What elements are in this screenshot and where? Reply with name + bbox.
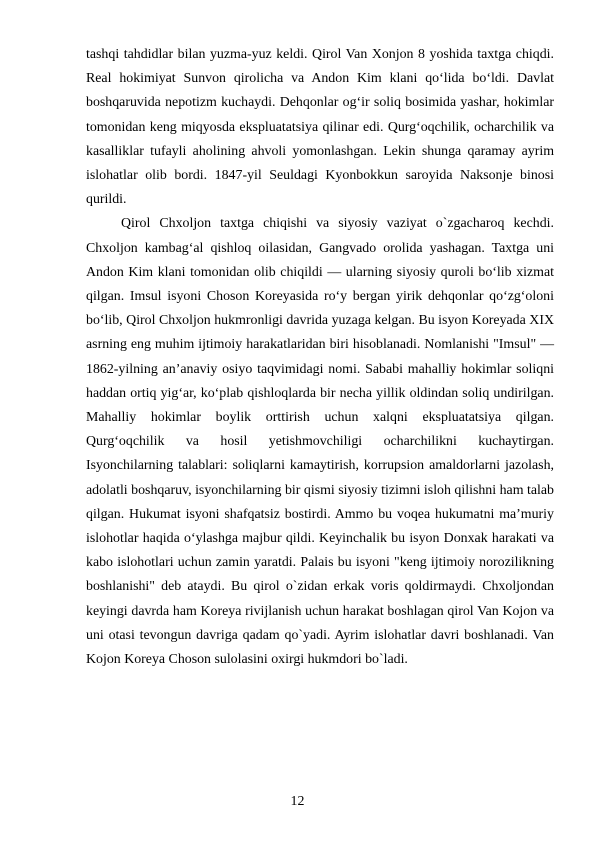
paragraph: tashqi tahdidlar bilan yuzma-yuz keldi. Qirol Van Xonjon 8 yoshida taxtga chiqdi. Real hokimiyat Sunvon qirolicha va Andon Kim klani qo‘lida bo‘ldi. Davlat boshqaruvida nepotizm kuchaydi. Dehqonlar og‘ir soliq bosimida yashar, hokimlar tomonidan keng miqyosda ekspluatatsiya qilinar edi. Qurg‘oqchilik, ocharchilik va kasalliklar tufayli aholining ahvoli yomonlashgan. Lekin shunga qaramay ayrim islohatlar olib bordi. 1847-yil Seuldagi Kyonbokkun saroyida Naksonje binosi qurildi. xyxy=(86,47,554,208)
document-body xyxy=(86,43,554,672)
page-number: 12 xyxy=(290,794,305,809)
paragraph: Qirol Chxoljon taxtga chiqishi va siyosiy vaziyat o`zgacharoq kechdi. Chxoljon kambag‘al qishloq oilasidan, Gangvado orolida yashagan. Taxtga uni Andon Kim klani tomonidan olib chiqildi — ularning siyosiy quroli bo‘lib xizmat qilgan. Imsul isyoni Choson Koreyasida ro‘y bergan yirik dehqonlar qo‘zg‘oloni bo‘lib, Qirol Chxoljon hukmronligi davrida yuzaga kelgan. Bu isyon Koreyada XIX asrning eng muhim ijtimoiy harakatlaridan biri hisoblanadi. Nomlanishi "Imsul" — 1862-yilning an’anaviy osiyo taqvimidagi nomi. Sababi mahalliy hokimlar soliqni haddan ortiq yig‘ar, ko‘plab qishloqlarda bir necha yillik oldindan soliq undirilgan. Mahalliy hokimlar boylik orttirish uchun xalqni ekspluatatsiya qilgan. Qurg‘oqchilik va hosil yetishmovchiligi ocharchilikni kuchaytirgan. Isyonchilarning talablari: soliqlarni kamaytirish, korrupsion amaldorlarni jazolash, adolatli boshqaruv, isyonchilarning bir qismi siyosiy tizimni isloh qilishni ham talab qilgan. Hukumat isyoni shafqatsiz bostirdi. Ammo bu voqea hukumatni ma’muriy islohotlar haqida o‘ylashga majbur qildi. Keyinchalik bu isyon Donxak harakati va kabo islohotlari uchun zamin yaratdi. Palais bu isyoni "keng ijtimoiy norozilikning boshlanishi" deb ataydi. Bu qirol o`zidan erkak voris qoldirmaydi. Chxoljondan keyingi davrda ham Koreya rivijlanish uchun harakat boshlagan qirol Van Kojon va uni otasi tevongun davriga qadam qo`yadi. Ayrim islohatlar davri boshlanadi. Van Kojon Koreya Choson sulolasini oxirgi hukmdori bo`ladi. xyxy=(86,216,554,668)
